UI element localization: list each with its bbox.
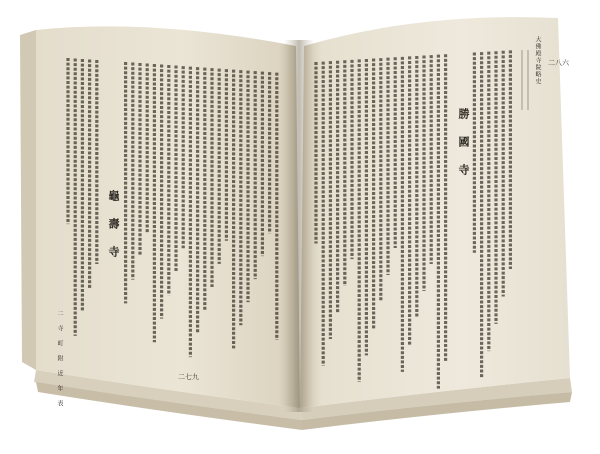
left-page-running-footer: 二 寺 町 附 近 年 表: [56, 310, 63, 407]
right-page-running-header: 大佛殿寺院略史: [534, 36, 541, 85]
right-page-number: 二八六: [548, 59, 569, 67]
left-page-heading: 龜 壽 寺: [107, 190, 120, 259]
right-page-heading: 勝 國 寺: [457, 108, 470, 177]
left-page-number: 二七九: [178, 373, 199, 381]
